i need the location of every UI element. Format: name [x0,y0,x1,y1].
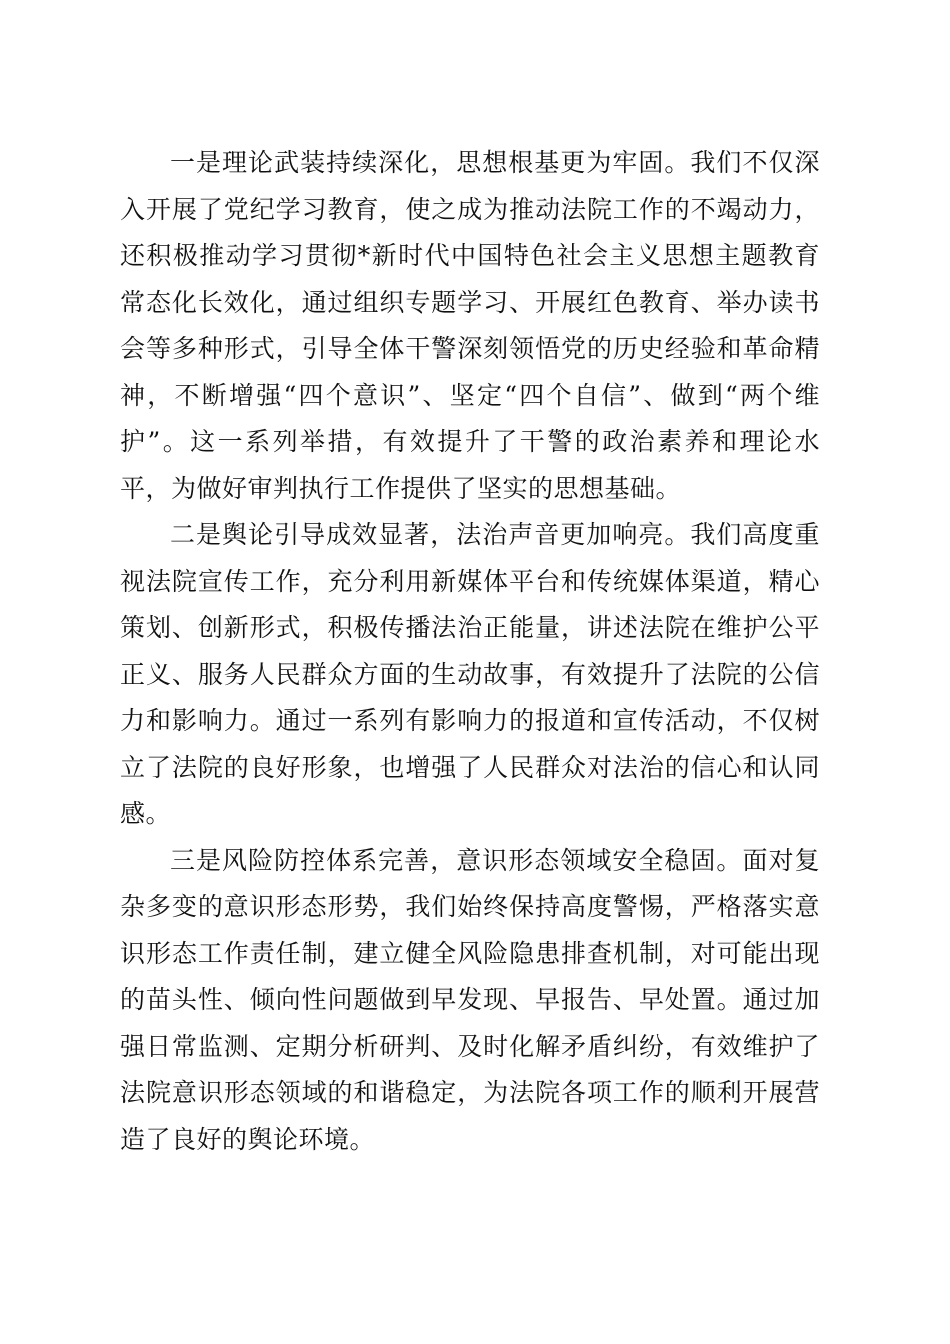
document-body [120,140,820,1163]
paragraph-theory: 一是理论武装持续深化，思想根基更为牢固。我们不仅深入开展了党纪学习教育，使之成为推动法院工作的不竭动力，还积极推动学习贯彻*新时代中国特色社会主义思想主题教育常态化长效化，通过组织专题学习、开展红色教育、举办读书会等多种形式，引导全体干警深刻领悟党的历史经验和革命精神，不断增强“四个意识”、坚定“四个自信”、做到“两个维护”。这一系列举措，有效提升了干警的政治素养和理论水平，为做好审判执行工作提供了坚实的思想基础。 [120,148,820,503]
paragraph-public-opinion: 二是舆论引导成效显著，法治声音更加响亮。我们高度重视法院宣传工作，充分利用新媒体平台和传统媒体渠道，精心策划、创新形式，积极传播法治正能量，讲述法院在维护公平正义、服务人民群众方面的生动故事，有效提升了法院的公信力和影响力。通过一系列有影响力的报道和宣传活动，不仅树立了法院的良好形象，也增强了人民群众对法治的信心和认同感。 [120,520,820,828]
paragraph-risk-control: 三是风险防控体系完善，意识形态领域安全稳固。面对复杂多变的意识形态形势，我们始终保持高度警惕，严格落实意识形态工作责任制，建立健全风险隐患排查机制，对可能出现的苗头性、倾向性问题做到早发现、早报告、早处置。通过加强日常监测、定期分析研判、及时化解矛盾纠纷，有效维护了法院意识形态领域的和谐稳定，为法院各项工作的顺利开展营造了良好的舆论环境。 [120,845,820,1154]
